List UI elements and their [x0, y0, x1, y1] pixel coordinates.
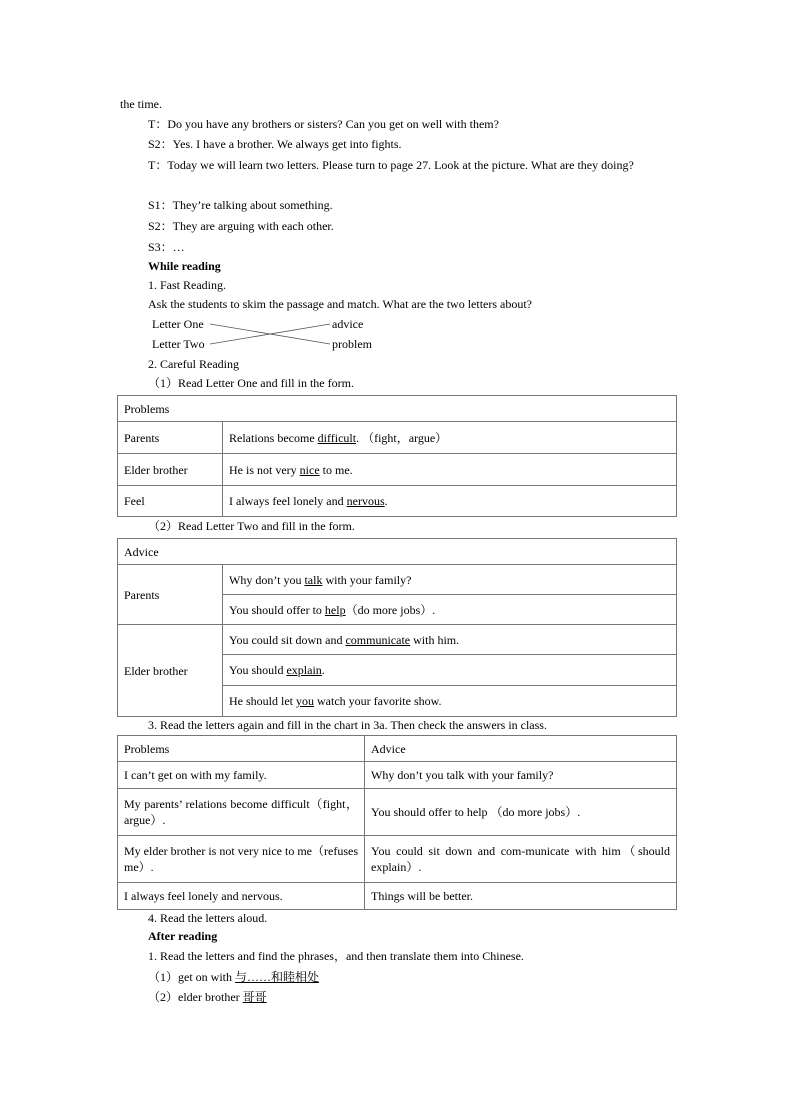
- answer-word: nice: [299, 462, 320, 477]
- match-lines: [0, 0, 794, 400]
- answer-word: help: [324, 602, 346, 617]
- problems-column-header: Problems: [118, 736, 365, 762]
- answer-word: communicate: [345, 632, 411, 647]
- after-reading-heading: After reading: [148, 929, 218, 943]
- table-row: [118, 883, 677, 910]
- row-content: Relations become difficult. （fight，argue）: [223, 422, 677, 454]
- row-content: You should explain.: [223, 655, 677, 686]
- match-right-problem: problem: [332, 337, 372, 351]
- student3-line: S3：…: [148, 240, 185, 254]
- problem-cell: I always feel lonely and nervous.: [118, 883, 365, 910]
- after-reading-task: 1. Read the letters and find the phrases，and then translate them into Chinese.: [148, 949, 524, 963]
- match-right-advice: advice: [332, 317, 364, 331]
- phrase-1: （1）get on with 与……和睦相处: [148, 970, 320, 984]
- careful-reading-step2: （2）Read Letter Two and fill in the form.: [148, 519, 355, 533]
- table-row: [118, 422, 677, 454]
- step3-instruction: 3. Read the letters again and fill in the chart in 3a. Then check the answers in class.: [148, 718, 547, 732]
- table-row: [118, 836, 677, 883]
- row-content: He should let you watch your favorite show.: [223, 686, 677, 717]
- match-left-letter-one: Letter One: [152, 317, 204, 331]
- row-content: You should offer to help（do more jobs）.: [223, 595, 677, 625]
- table-row: [118, 539, 677, 565]
- fast-reading-title: 1. Fast Reading.: [148, 278, 226, 292]
- advice-table: [117, 538, 677, 717]
- problem-cell: I can’t get on with my family.: [118, 762, 365, 789]
- while-reading-heading: While reading: [148, 259, 221, 273]
- problems-advice-table: [117, 735, 677, 910]
- advice-cell: You could sit down and com-municate with him（should explain）.: [365, 836, 677, 883]
- advice-cell: Things will be better.: [365, 883, 677, 910]
- table-row: [118, 736, 677, 762]
- answer-word: nervous: [346, 494, 385, 508]
- match-left-letter-two: Letter Two: [152, 337, 205, 351]
- row-label: Elder brother: [118, 454, 223, 486]
- row-label: Feel: [118, 486, 223, 517]
- table-row: [118, 625, 677, 655]
- answer-word: explain: [286, 663, 322, 677]
- problem-cell: My elder brother is not very nice to me（refuses me）.: [118, 836, 365, 883]
- phrase-1-answer: 与……和睦相处: [235, 970, 320, 984]
- row-content: He is not very nice to me.: [223, 454, 677, 486]
- table-row: [118, 396, 677, 422]
- student2-line-2: S2：They are arguing with each other.: [148, 219, 334, 233]
- student1-line: S1：They’re talking about something.: [148, 198, 333, 212]
- problems-table: [117, 395, 677, 517]
- problems-header: Problems: [118, 396, 677, 422]
- advice-cell: You should offer to help （do more jobs）.: [365, 789, 677, 836]
- table-row: [118, 789, 677, 836]
- answer-word: difficult: [317, 430, 357, 445]
- step4-instruction: 4. Read the letters aloud.: [148, 911, 268, 925]
- row-label: Elder brother: [118, 625, 223, 717]
- table-row: [118, 486, 677, 517]
- phrase-2: （2）elder brother 哥哥: [148, 990, 267, 1004]
- row-label: Parents: [118, 565, 223, 625]
- phrase-2-answer: 哥哥: [242, 990, 267, 1004]
- fast-reading-task: Ask the students to skim the passage and match. What are the two letters about?: [148, 297, 533, 311]
- row-label: Parents: [118, 422, 223, 454]
- careful-reading-title: 2. Careful Reading: [148, 357, 239, 371]
- answer-word: you: [296, 694, 314, 708]
- row-content: You could sit down and communicate with him.: [223, 625, 677, 655]
- row-content: I always feel lonely and nervous.: [223, 486, 677, 517]
- table-row: [118, 565, 677, 595]
- row-content: Why don’t you talk with your family?: [223, 565, 677, 595]
- careful-reading-step1: （1）Read Letter One and fill in the form.: [148, 376, 354, 390]
- answer-word: talk: [304, 572, 323, 587]
- advice-column-header: Advice: [365, 736, 677, 762]
- advice-cell: Why don’t you talk with your family?: [365, 762, 677, 789]
- teacher-line-1: T：Do you have any brothers or sisters? Can you get on well with them?: [148, 117, 499, 131]
- intro-line-0: the time.: [120, 97, 162, 111]
- problem-cell: My parents’ relations become difficult（fight，argue）.: [118, 789, 365, 836]
- teacher-line-2: T：Today we will learn two letters. Please turn to page 27. Look at the picture. What are they doing?: [148, 158, 634, 172]
- advice-header: Advice: [118, 539, 677, 565]
- student2-line-1: S2：Yes. I have a brother. We always get into fights.: [148, 137, 402, 151]
- table-row: [118, 454, 677, 486]
- table-row: [118, 762, 677, 789]
